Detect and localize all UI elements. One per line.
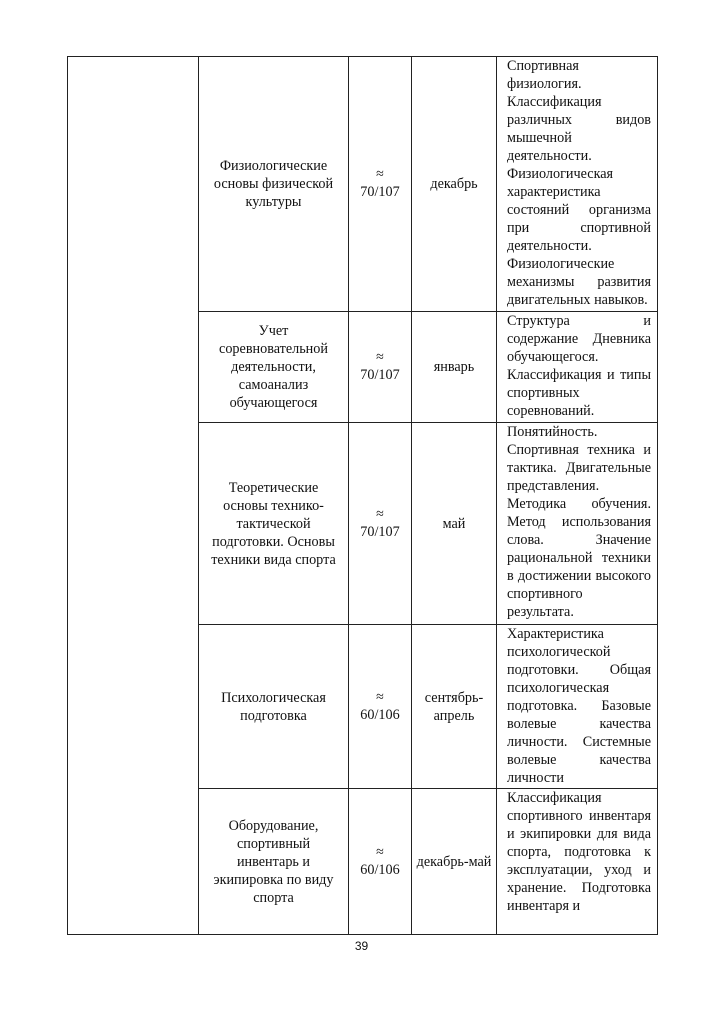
approx-symbol: ≈ xyxy=(376,506,384,522)
description-cell: Понятийность. Спортивная техника и тактика. Двигательные представления. Методика обучения. Метод использования слова. Значение рациональной техники в достижении высокого спортивного результата. xyxy=(497,423,658,625)
hours-cell xyxy=(349,789,412,935)
month-cell: январь xyxy=(412,312,497,423)
hours-cell xyxy=(349,312,412,423)
month-cell: май xyxy=(412,423,497,625)
description-cell: Спортивная физиология. Классификация различных видов мышечной деятельности. Физиологическая характеристика состояний организма при спортивной деятельности. Физиологические механизмы развития двигательных навыков. xyxy=(497,57,658,312)
topic-cell: Учет соревновательной деятельности, самоанализ обучающегося xyxy=(199,312,349,423)
topic-cell: Физиологические основы физической культуры xyxy=(199,57,349,312)
page-number: 39 xyxy=(354,939,369,953)
approx-symbol: ≈ xyxy=(376,844,384,860)
table-row xyxy=(68,57,658,312)
hours-cell xyxy=(349,57,412,312)
description-cell: Характеристика психологической подготовки. Общая психологическая подготовка. Базовые волевые качества личности. Системные волевые качества личности xyxy=(497,625,658,789)
hours-value: 70/107 xyxy=(360,367,400,383)
hours-cell xyxy=(349,625,412,789)
hours-value: 60/106 xyxy=(360,706,400,723)
hours-value: 60/106 xyxy=(360,861,400,878)
topic-cell: Психологическая подготовка xyxy=(199,625,349,789)
description-cell: Структура и содержание Дневника обучающегося. Классификация и типы спортивных соревнований. xyxy=(497,312,658,423)
hours-value: 70/107 xyxy=(360,184,400,200)
merged-empty-cell xyxy=(68,57,199,935)
approx-symbol: ≈ xyxy=(376,167,384,182)
month-cell: сентябрь-апрель xyxy=(412,625,497,789)
approx-symbol: ≈ xyxy=(376,350,384,365)
schedule-table xyxy=(67,56,658,935)
description-cell: Классификация спортивного инвентаря и экипировки для вида спорта, подготовка к эксплуатации, уход и хранение. Подготовка инвентаря и xyxy=(497,789,658,935)
approx-symbol: ≈ xyxy=(376,689,384,705)
hours-cell xyxy=(349,423,412,625)
month-cell: декабрь xyxy=(412,57,497,312)
month-cell: декабрь-май xyxy=(412,789,497,935)
topic-cell: Оборудование, спортивный инвентарь и экипировка по виду спорта xyxy=(199,789,349,935)
topic-cell: Теоретические основы технико-тактической подготовки. Основы техники вида спорта xyxy=(199,423,349,625)
hours-value: 70/107 xyxy=(360,523,400,540)
